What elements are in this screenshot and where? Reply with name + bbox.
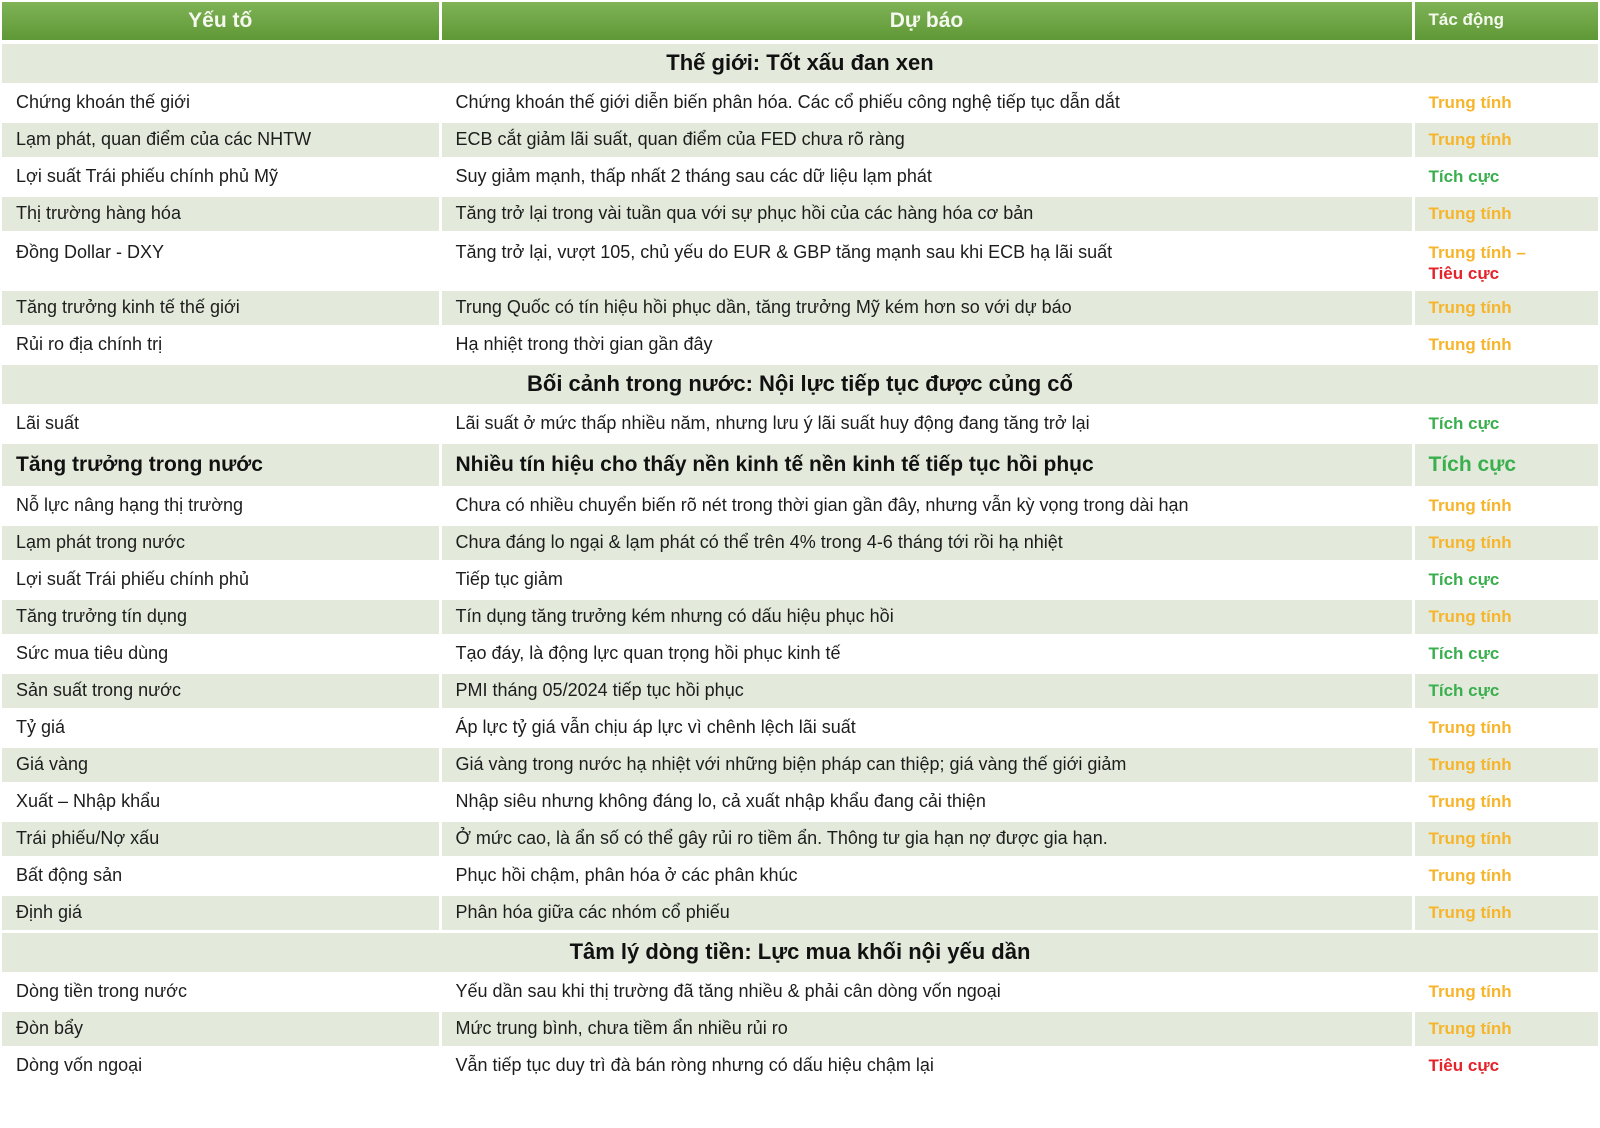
impact-cell (1413, 783, 1598, 820)
impact-label: Trung tính (1428, 829, 1512, 848)
impact-label: Tích cực (1428, 452, 1517, 476)
forecast-cell: Nhập siêu nhưng không đáng lo, cả xuất nhập khẩu đang cải thiện (440, 783, 1413, 820)
impact-label-secondary: Tiêu cực (1428, 263, 1500, 283)
forecast-cell: Tiếp tục giảm (440, 561, 1413, 598)
forecast-cell: Chưa có nhiều chuyển biến rõ nét trong thời gian gần đây, nhưng vẫn kỳ vọng trong dài hạn (440, 487, 1413, 524)
table-row (2, 442, 1598, 487)
table-row (2, 783, 1598, 820)
impact-cell (1413, 820, 1598, 857)
table-row (2, 289, 1598, 326)
forecast-cell: Tăng trở lại trong vài tuần qua với sự phục hồi của các hàng hóa cơ bản (440, 195, 1413, 232)
factor-cell: Sức mua tiêu dùng (2, 635, 440, 672)
factor-cell: Sản suất trong nước (2, 672, 440, 709)
table-row (2, 84, 1598, 121)
forecast-cell: Áp lực tỷ giá vẫn chịu áp lực vì chênh lệch lãi suất (440, 709, 1413, 746)
table-row (2, 635, 1598, 672)
table-row (2, 487, 1598, 524)
forecast-cell: Suy giảm mạnh, thấp nhất 2 tháng sau các dữ liệu lạm phát (440, 158, 1413, 195)
impact-cell (1413, 709, 1598, 746)
table-header (2, 2, 1598, 42)
factor-cell: Tăng trưởng kinh tế thế giới (2, 289, 440, 326)
table-row (2, 158, 1598, 195)
factor-cell: Tăng trưởng tín dụng (2, 598, 440, 635)
forecast-cell: Phân hóa giữa các nhóm cổ phiếu (440, 894, 1413, 931)
factor-cell: Đồng Dollar - DXY (2, 232, 440, 289)
impact-cell (1413, 405, 1598, 442)
factor-cell: Lợi suất Trái phiếu chính phủ Mỹ (2, 158, 440, 195)
factor-cell: Tỷ giá (2, 709, 440, 746)
impact-cell (1413, 442, 1598, 487)
impact-cell (1413, 326, 1598, 363)
table-row (2, 405, 1598, 442)
impact-cell (1413, 524, 1598, 561)
impact-label: Trung tính (1428, 298, 1512, 317)
forecast-cell: Mức trung bình, chưa tiềm ẩn nhiều rủi ro (440, 1010, 1413, 1047)
forecast-cell: Trung Quốc có tín hiệu hồi phục dần, tăng trưởng Mỹ kém hơn so với dự báo (440, 289, 1413, 326)
forecast-cell: Ở mức cao, là ẩn số có thể gây rủi ro tiềm ẩn. Thông tư gia hạn nợ được gia hạn. (440, 820, 1413, 857)
impact-cell (1413, 746, 1598, 783)
impact-cell (1413, 121, 1598, 158)
impact-cell (1413, 289, 1598, 326)
impact-label: Trung tính (1428, 982, 1512, 1001)
forecast-cell: Hạ nhiệt trong thời gian gần đây (440, 326, 1413, 363)
table-row (2, 857, 1598, 894)
impact-cell (1413, 598, 1598, 635)
factor-cell: Đòn bẩy (2, 1010, 440, 1047)
table-row (2, 524, 1598, 561)
impact-label: Trung tính (1428, 204, 1512, 223)
forecast-cell: PMI tháng 05/2024 tiếp tục hồi phục (440, 672, 1413, 709)
header-impact: Tác động (1413, 2, 1598, 42)
impact-label: Tiêu cực (1428, 1056, 1500, 1075)
forecast-cell: Vẫn tiếp tục duy trì đà bán ròng nhưng có dấu hiệu chậm lại (440, 1047, 1413, 1084)
impact-cell (1413, 487, 1598, 524)
factor-cell: Trái phiếu/Nợ xấu (2, 820, 440, 857)
section-title: Thế giới: Tốt xấu đan xen (2, 42, 1598, 84)
impact-label: Trung tính (1428, 533, 1512, 552)
impact-label: Trung tính (1428, 903, 1512, 922)
impact-label: Trung tính (1428, 130, 1512, 149)
impact-label: Tích cực (1428, 644, 1500, 663)
impact-label: Trung tính (1428, 755, 1512, 774)
factor-cell: Lạm phát, quan điểm của các NHTW (2, 121, 440, 158)
impact-cell (1413, 894, 1598, 931)
factor-cell: Lãi suất (2, 405, 440, 442)
factor-cell: Nỗ lực nâng hạng thị trường (2, 487, 440, 524)
impact-cell (1413, 1047, 1598, 1084)
header-forecast: Dự báo (440, 2, 1413, 42)
factor-cell: Rủi ro địa chính trị (2, 326, 440, 363)
impact-label: Trung tính (1428, 335, 1512, 354)
impact-cell (1413, 973, 1598, 1010)
impact-label: Trung tính (1428, 792, 1512, 811)
factor-cell: Lợi suất Trái phiếu chính phủ (2, 561, 440, 598)
impact-cell (1413, 195, 1598, 232)
section-header (2, 363, 1598, 405)
table-row (2, 1010, 1598, 1047)
impact-label: Tích cực (1428, 414, 1500, 433)
factor-cell: Dòng tiền trong nước (2, 973, 440, 1010)
forecast-cell: Lãi suất ở mức thấp nhiều năm, nhưng lưu ý lãi suất huy động đang tăng trở lại (440, 405, 1413, 442)
table-row (2, 561, 1598, 598)
impact-cell (1413, 84, 1598, 121)
table-row (2, 746, 1598, 783)
factor-cell: Giá vàng (2, 746, 440, 783)
table-row (2, 672, 1598, 709)
factor-cell: Xuất – Nhập khẩu (2, 783, 440, 820)
factor-cell: Định giá (2, 894, 440, 931)
impact-cell (1413, 635, 1598, 672)
factor-cell: Bất động sản (2, 857, 440, 894)
impact-cell (1413, 561, 1598, 598)
factor-cell: Tăng trưởng trong nước (2, 442, 440, 487)
impact-label: Trung tính (1428, 866, 1512, 885)
table-row (2, 121, 1598, 158)
impact-cell (1413, 158, 1598, 195)
impact-label: Trung tính (1428, 607, 1512, 626)
table-row (2, 232, 1598, 289)
section-title: Tâm lý dòng tiền: Lực mua khối nội yếu dần (2, 931, 1598, 973)
forecast-cell: Phục hồi chậm, phân hóa ở các phân khúc (440, 857, 1413, 894)
factor-cell: Thị trường hàng hóa (2, 195, 440, 232)
table-row (2, 894, 1598, 931)
forecast-cell: ECB cắt giảm lãi suất, quan điểm của FED chưa rõ ràng (440, 121, 1413, 158)
table-row (2, 973, 1598, 1010)
factor-cell: Dòng vốn ngoại (2, 1047, 440, 1084)
forecast-cell: Chưa đáng lo ngại & lạm phát có thể trên 4% trong 4-6 tháng tới rồi hạ nhiệt (440, 524, 1413, 561)
impact-label: Trung tính (1428, 1019, 1512, 1038)
factor-cell: Chứng khoán thế giới (2, 84, 440, 121)
impact-cell (1413, 672, 1598, 709)
section-header (2, 931, 1598, 973)
forecast-cell: Tăng trở lại, vượt 105, chủ yếu do EUR & GBP tăng mạnh sau khi ECB hạ lãi suất (440, 232, 1413, 289)
forecast-cell: Tín dụng tăng trưởng kém nhưng có dấu hiệu phục hồi (440, 598, 1413, 635)
impact-label: Trung tính (1428, 718, 1512, 737)
forecast-cell: Tạo đáy, là động lực quan trọng hồi phục kinh tế (440, 635, 1413, 672)
table-row (2, 820, 1598, 857)
impact-cell (1413, 232, 1598, 289)
impact-label: Trung tính (1428, 496, 1512, 515)
forecast-table (2, 2, 1598, 1086)
section-title: Bối cảnh trong nước: Nội lực tiếp tục được củng cố (2, 363, 1598, 405)
header-factor: Yếu tố (2, 2, 440, 42)
forecast-cell: Nhiều tín hiệu cho thấy nền kinh tế nền kinh tế tiếp tục hồi phục (440, 442, 1413, 487)
impact-cell (1413, 1010, 1598, 1047)
impact-label: Tích cực (1428, 570, 1500, 589)
impact-label: Tích cực (1428, 167, 1500, 186)
forecast-cell: Yếu dần sau khi thị trường đã tăng nhiều & phải cân dòng vốn ngoại (440, 973, 1413, 1010)
forecast-cell: Giá vàng trong nước hạ nhiệt với những biện pháp can thiệp; giá vàng thế giới giảm (440, 746, 1413, 783)
table-row (2, 709, 1598, 746)
table-row (2, 195, 1598, 232)
impact-label: Trung tính – (1428, 242, 1526, 262)
section-header (2, 42, 1598, 84)
impact-label: Tích cực (1428, 681, 1500, 700)
table-row (2, 326, 1598, 363)
table-row (2, 1047, 1598, 1084)
factor-cell: Lạm phát trong nước (2, 524, 440, 561)
table-row (2, 598, 1598, 635)
impact-label: Trung tính (1428, 93, 1512, 112)
forecast-cell: Chứng khoán thế giới diễn biến phân hóa. Các cổ phiếu công nghệ tiếp tục dẫn dắt (440, 84, 1413, 121)
impact-cell (1413, 857, 1598, 894)
